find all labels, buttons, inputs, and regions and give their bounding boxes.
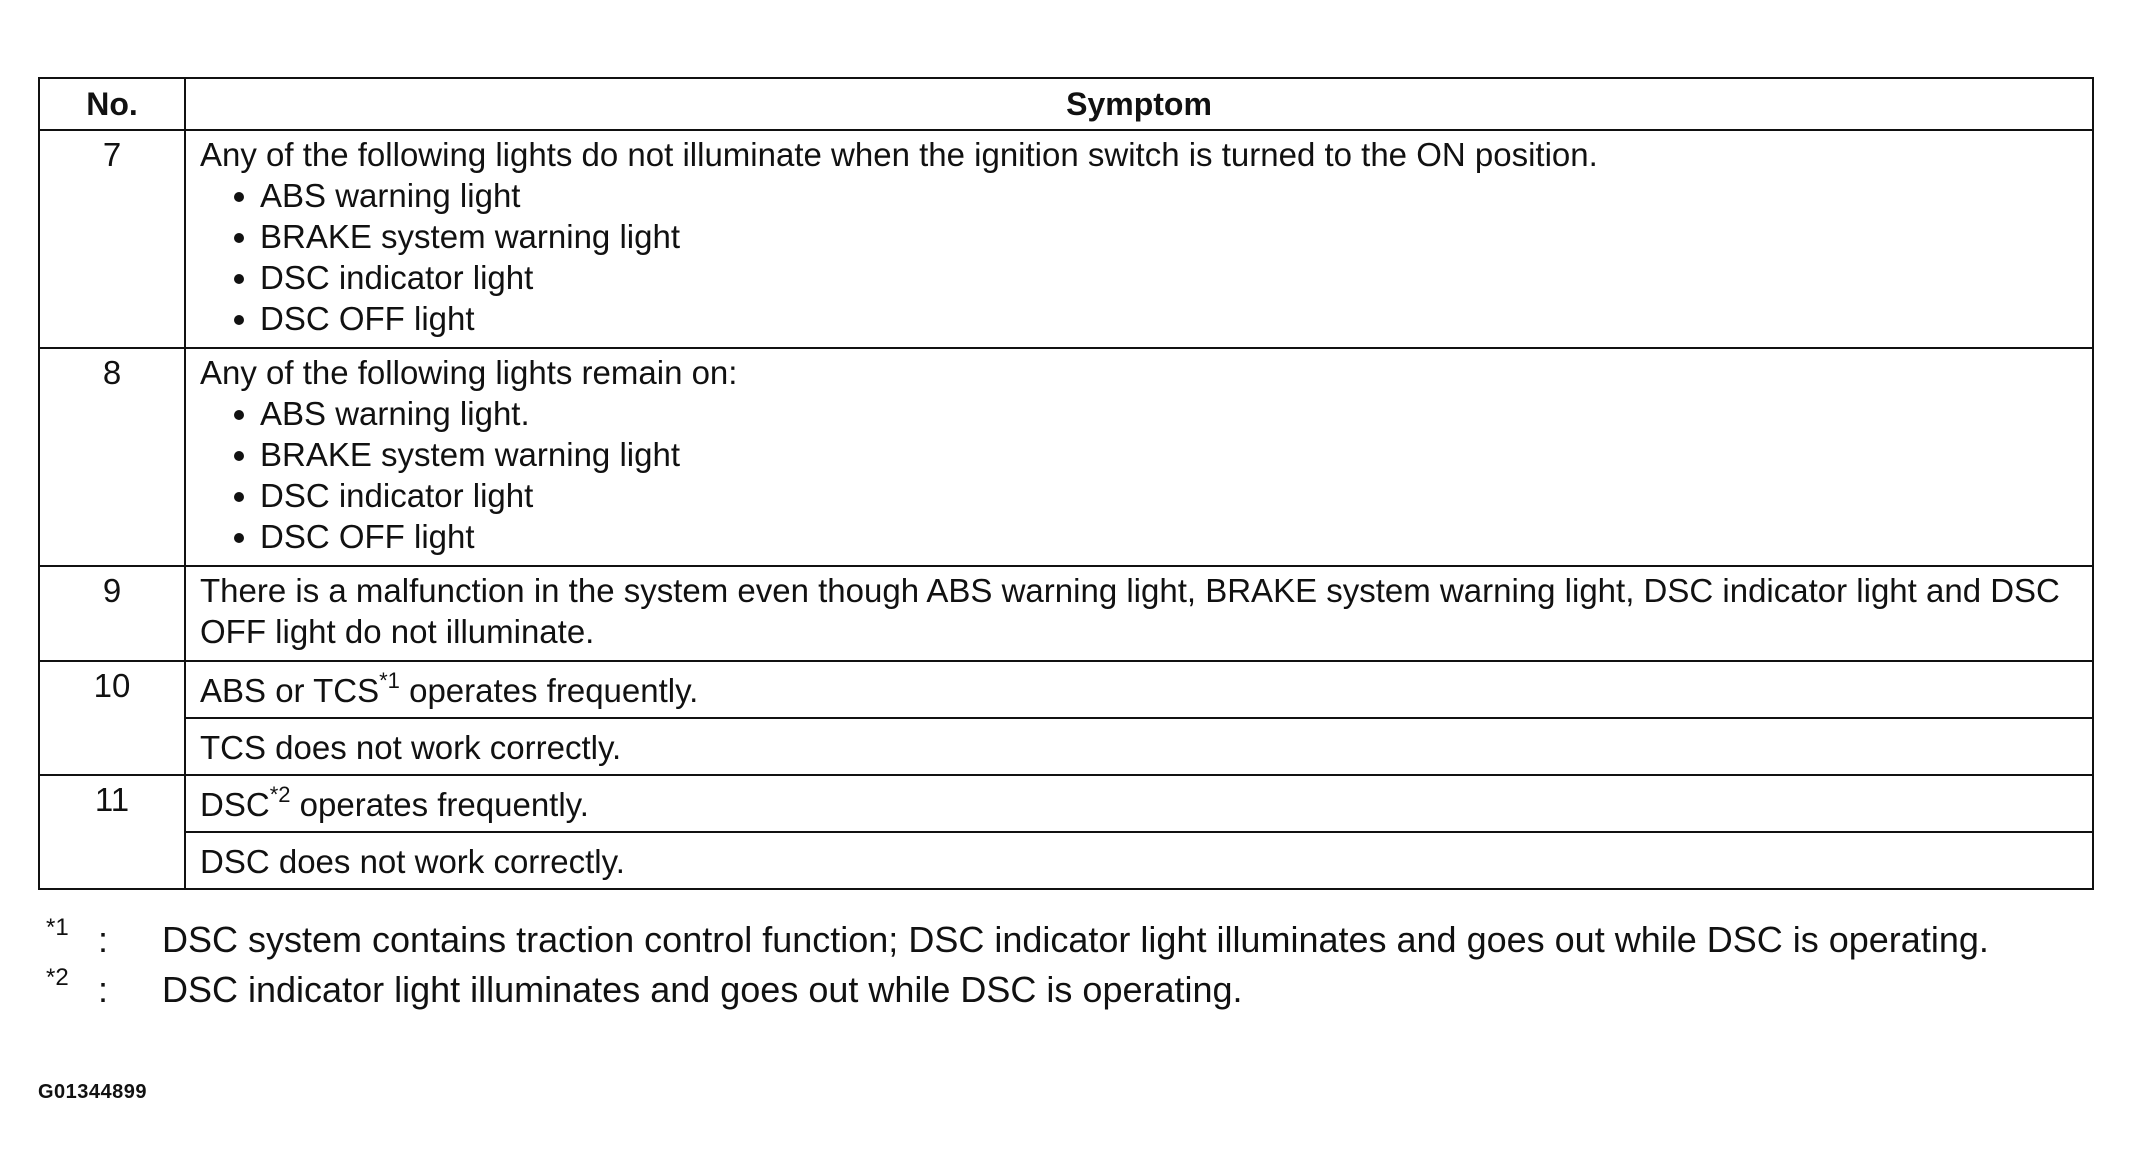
- symptom-text: Any of the following lights remain on:: [200, 354, 738, 391]
- row-number: 10: [39, 661, 185, 775]
- list-item: DSC indicator light: [234, 475, 2080, 516]
- footnotes: [38, 914, 2098, 1020]
- list-item: BRAKE system warning light: [234, 216, 2080, 257]
- symptom-text: TCS does not work correctly.: [200, 729, 622, 766]
- symptom-text: operates frequently.: [399, 672, 699, 709]
- table-row: [39, 130, 2093, 348]
- light-list: [200, 175, 2080, 339]
- footnote-text: DSC indicator light illuminates and goes out while DSC is operating.: [162, 969, 1243, 1010]
- row-number: 9: [39, 566, 185, 661]
- symptom-text: operates frequently.: [290, 786, 589, 823]
- symptom-cell: [185, 348, 2093, 566]
- footnote-mark: *1: [379, 668, 400, 693]
- table-row: [39, 718, 2093, 775]
- symptom-text: DSC: [200, 786, 270, 823]
- table-header-row: [39, 78, 2093, 130]
- symptom-cell: [185, 718, 2093, 775]
- table-row: [39, 775, 2093, 832]
- table-row: [39, 832, 2093, 889]
- list-item: DSC OFF light: [234, 516, 2080, 557]
- footnote-mark: *2: [46, 964, 69, 991]
- symptom-text: Any of the following lights do not illuminate when the ignition switch is turned to the ON position.: [200, 136, 1598, 173]
- list-item: DSC OFF light: [234, 298, 2080, 339]
- symptom-text: There is a malfunction in the system even though ABS warning light, BRAKE system warning light, DSC indicator light and DSC OFF light do not illuminate.: [200, 572, 2060, 650]
- table-row: [39, 348, 2093, 566]
- symptom-table: [38, 77, 2094, 890]
- list-item: DSC indicator light: [234, 257, 2080, 298]
- row-number: 11: [39, 775, 185, 889]
- footnote-text: DSC system contains traction control function; DSC indicator light illuminates and goes out while DSC is operating.: [162, 919, 1989, 960]
- footnote-colon: :: [98, 919, 109, 960]
- list-item: ABS warning light.: [234, 393, 2080, 434]
- figure-id: G01344899: [38, 1081, 148, 1103]
- header-no: No.: [39, 78, 185, 130]
- symptom-text: DSC does not work correctly.: [200, 843, 625, 880]
- symptom-cell: [185, 661, 2093, 718]
- symptom-cell: [185, 566, 2093, 661]
- row-number: 8: [39, 348, 185, 566]
- footnote-mark: *1: [46, 914, 69, 941]
- header-symptom: Symptom: [185, 78, 2093, 130]
- footnote-colon: :: [98, 969, 109, 1010]
- footnote-mark: *2: [269, 782, 291, 807]
- symptom-cell: [185, 832, 2093, 889]
- footnote: [38, 914, 2098, 960]
- table-row: [39, 661, 2093, 718]
- list-item: BRAKE system warning light: [234, 434, 2080, 475]
- row-number: 7: [39, 130, 185, 348]
- symptom-cell: [185, 130, 2093, 348]
- footnote: [38, 964, 2098, 1010]
- table-row: [39, 566, 2093, 661]
- list-item: ABS warning light: [234, 175, 2080, 216]
- symptom-text: ABS or TCS: [200, 672, 380, 709]
- symptom-cell: [185, 775, 2093, 832]
- light-list: [200, 393, 2080, 557]
